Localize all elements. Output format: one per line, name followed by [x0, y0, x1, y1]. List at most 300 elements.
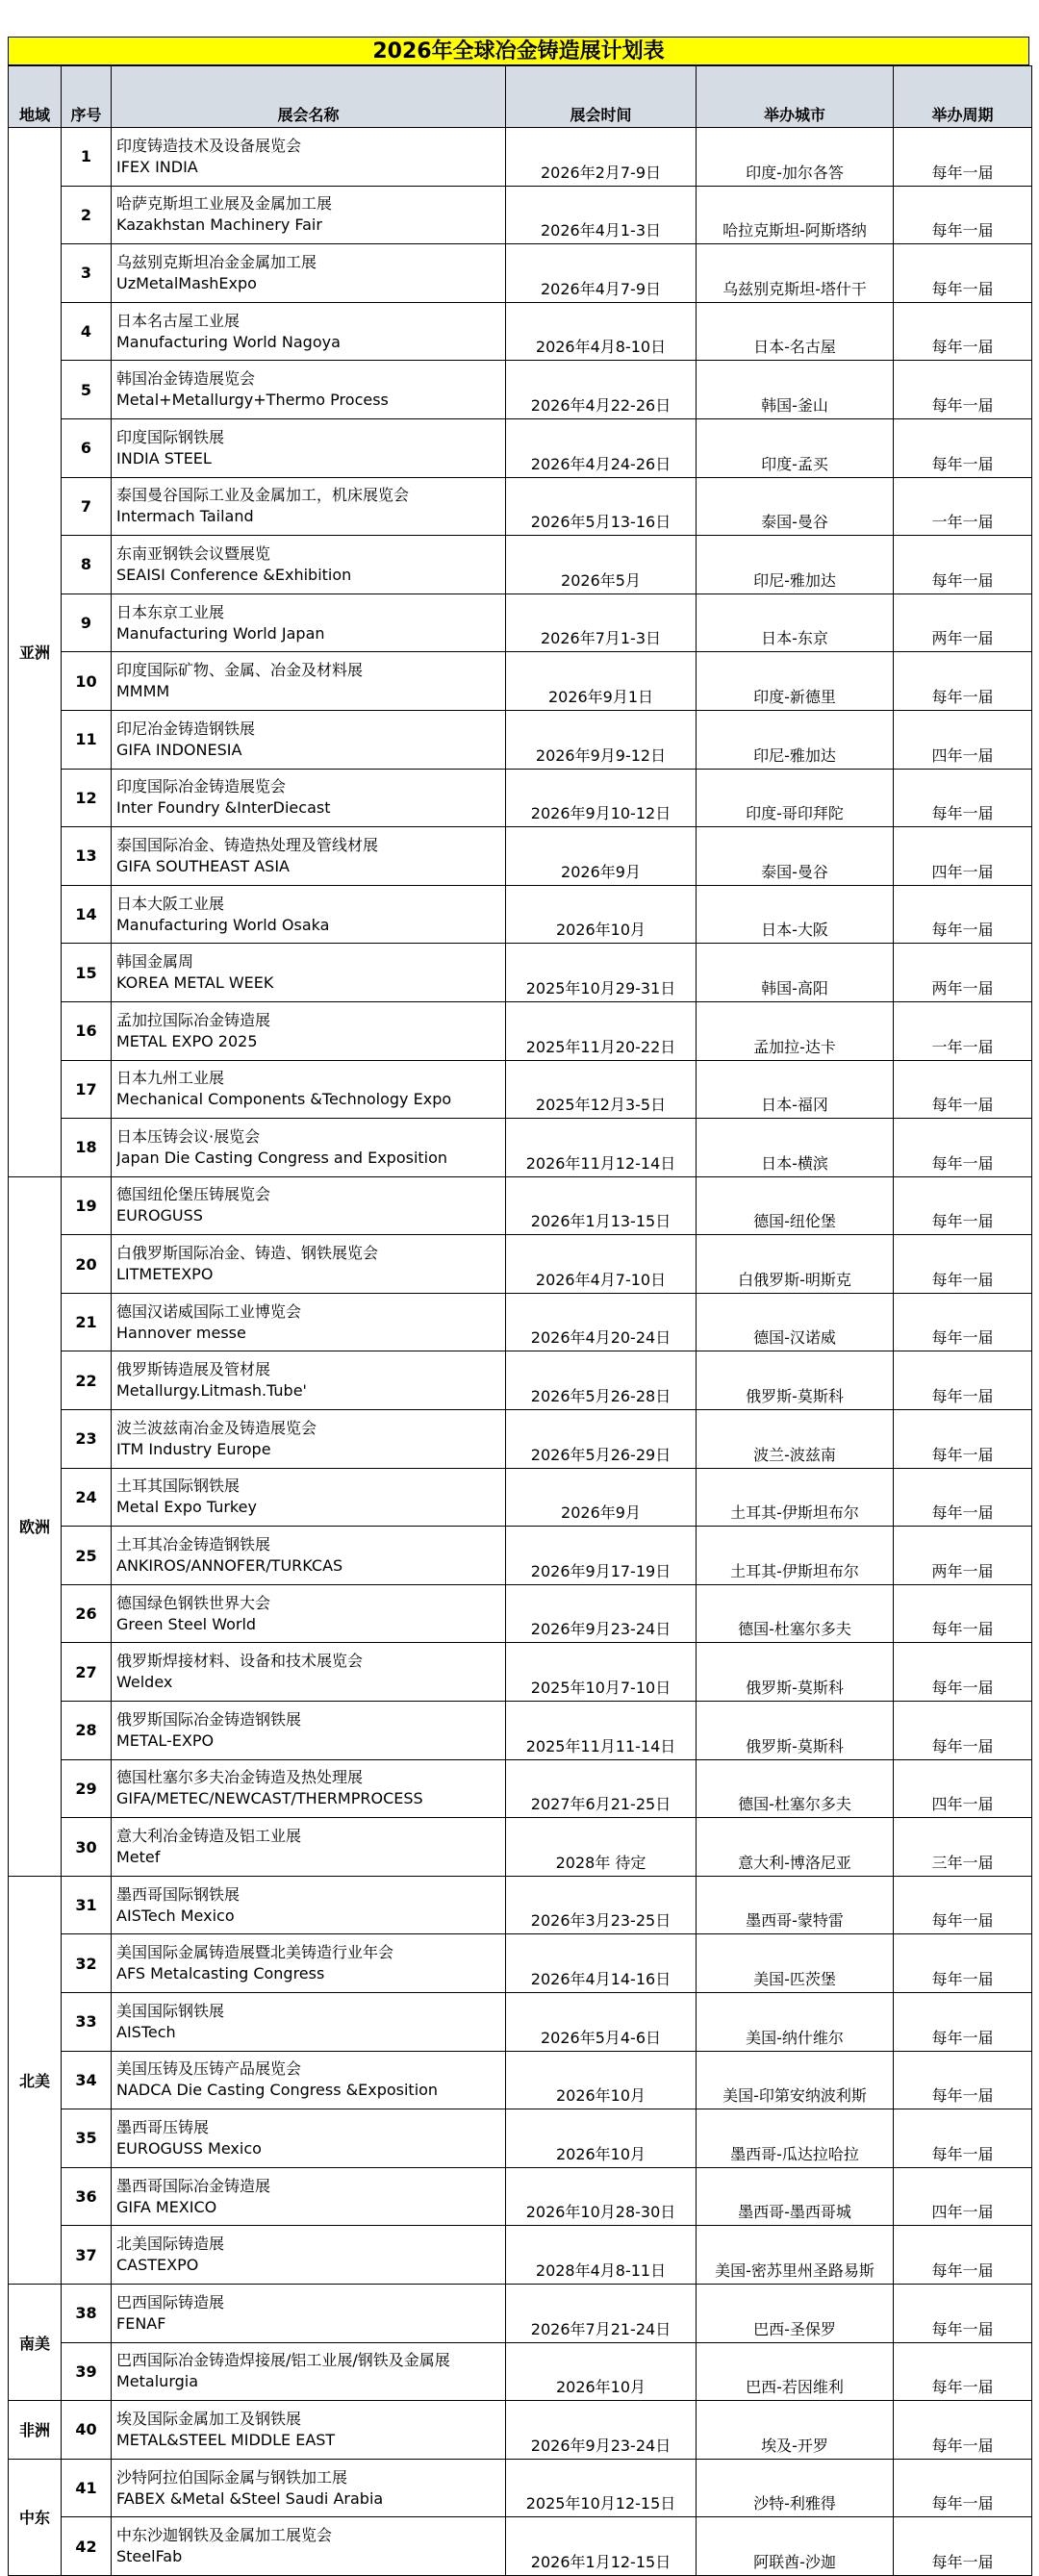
table-row — [9, 1119, 1032, 1177]
host-city-cell: 墨西哥-墨西哥城 — [697, 2167, 894, 2226]
exhibition-name-cell — [112, 1702, 506, 1760]
exhibition-name-cell — [112, 1584, 506, 1643]
table-row — [9, 1702, 1032, 1760]
seq-cell: 3 — [62, 244, 112, 303]
table-row — [9, 944, 1032, 1002]
table-row — [9, 2459, 1032, 2517]
exhibition-name-cell — [112, 2517, 506, 2576]
table-row — [9, 1235, 1032, 1294]
frequency-cell: 两年一届 — [894, 593, 1032, 652]
table-row — [9, 652, 1032, 711]
exhibition-name-cell — [112, 2051, 506, 2109]
host-city-cell: 阿联酋-沙迦 — [697, 2517, 894, 2576]
exhibition-date-cell: 2025年10月7-10日 — [506, 1643, 697, 1702]
exhibition-date-cell: 2026年7月21-24日 — [506, 2284, 697, 2342]
frequency-cell: 一年一届 — [894, 477, 1032, 536]
frequency-cell: 每年一届 — [894, 186, 1032, 244]
frequency-cell: 每年一届 — [894, 1351, 1032, 1410]
exhibition-name-en: Manufacturing World Nagoya — [116, 332, 341, 351]
exhibition-name-en: METAL-EXPO — [116, 1730, 215, 1750]
frequency-cell: 每年一届 — [894, 1584, 1032, 1643]
seq-cell: 10 — [62, 652, 112, 711]
exhibition-name-cn: 印度铸造技术及设备展览会 — [116, 136, 302, 155]
exhibition-date-cell: 2026年4月14-16日 — [506, 1934, 697, 1993]
table-row — [9, 1876, 1032, 1934]
seq-cell: 24 — [62, 1468, 112, 1527]
seq-cell: 9 — [62, 593, 112, 652]
exhibition-date-cell: 2026年10月 — [506, 885, 697, 944]
exhibition-name-cn: 日本大阪工业展 — [116, 894, 225, 913]
region-cell: 亚洲 — [9, 128, 62, 1177]
table-row — [9, 593, 1032, 652]
exhibition-name-cell — [112, 944, 506, 1002]
exhibition-name-en: FENAF — [116, 2313, 166, 2333]
exhibition-date-cell: 2026年9月9-12日 — [506, 710, 697, 769]
exhibition-name-en: GIFA SOUTHEAST ASIA — [116, 856, 290, 875]
host-city-cell: 沙特-利雅得 — [697, 2459, 894, 2517]
exhibition-name-cell — [112, 885, 506, 944]
exhibition-name-cell — [112, 1876, 506, 1934]
host-city-cell: 孟加拉-达卡 — [697, 1001, 894, 1060]
exhibition-name-en: Metallurgy.Litmash.Tube' — [116, 1381, 307, 1401]
exhibition-name-cn: 韩国金属周 — [116, 952, 194, 972]
region-cell: 非洲 — [9, 2401, 62, 2460]
seq-cell: 33 — [62, 1993, 112, 2052]
seq-cell: 8 — [62, 536, 112, 594]
host-city-cell: 墨西哥-瓜达拉哈拉 — [697, 2109, 894, 2168]
header-cycle: 举办周期 — [894, 66, 1032, 128]
exhibition-name-cell — [112, 1993, 506, 2052]
seq-cell: 36 — [62, 2167, 112, 2226]
exhibition-date-cell: 2026年5月26-28日 — [506, 1351, 697, 1410]
exhibition-name-cn: 德国绿色钢铁世界大会 — [116, 1593, 271, 1612]
exhibition-date-cell: 2026年5月26-29日 — [506, 1410, 697, 1469]
exhibition-name-cn: 北美国际铸造展 — [116, 2235, 225, 2254]
exhibition-name-cn: 韩国冶金铸造展览会 — [116, 369, 256, 389]
host-city-cell: 印度-孟买 — [697, 418, 894, 477]
exhibition-date-cell: 2026年3月23-25日 — [506, 1876, 697, 1934]
frequency-cell: 每年一届 — [894, 418, 1032, 477]
exhibition-name-en: ITM Industry Europe — [116, 1439, 271, 1458]
exhibition-name-en: ANKIROS/ANNOFER/TURKCAS — [116, 1556, 343, 1576]
frequency-cell: 两年一届 — [894, 1527, 1032, 1585]
exhibition-name-cn: 俄罗斯焊接材料、设备和技术展览会 — [116, 1652, 364, 1671]
exhibition-name-cn: 沙特阿拉伯国际金属与钢铁加工展 — [116, 2467, 348, 2487]
exhibition-date-cell: 2026年9月17-19日 — [506, 1527, 697, 1585]
exhibition-name-cell — [112, 827, 506, 886]
exhibition-name-cell — [112, 477, 506, 536]
seq-cell: 6 — [62, 418, 112, 477]
exhibition-name-cell — [112, 1643, 506, 1702]
seq-cell: 4 — [62, 302, 112, 361]
seq-cell: 23 — [62, 1410, 112, 1469]
exhibition-name-cell — [112, 361, 506, 419]
exhibition-name-cell — [112, 1818, 506, 1877]
exhibition-name-cell — [112, 2167, 506, 2226]
seq-cell: 34 — [62, 2051, 112, 2109]
seq-cell: 19 — [62, 1176, 112, 1235]
table-row — [9, 1176, 1032, 1235]
frequency-cell: 每年一届 — [894, 302, 1032, 361]
frequency-cell: 每年一届 — [894, 1235, 1032, 1294]
exhibition-name-cn: 巴西国际冶金铸造焊接展/铝工业展/钢铁及金属展 — [116, 2351, 450, 2370]
exhibition-schedule-table — [8, 65, 1032, 2576]
exhibition-name-en: Inter Foundry &InterDiecast — [116, 798, 331, 818]
exhibition-date-cell: 2026年4月8-10日 — [506, 302, 697, 361]
exhibition-name-cell — [112, 593, 506, 652]
exhibition-name-cn: 印度国际钢铁展 — [116, 427, 225, 446]
region-cell: 南美 — [9, 2284, 62, 2400]
table-row — [9, 1993, 1032, 2052]
exhibition-name-cn: 美国国际金属铸造展暨北美铸造行业年会 — [116, 1943, 394, 1962]
seq-cell: 7 — [62, 477, 112, 536]
seq-cell: 22 — [62, 1351, 112, 1410]
exhibition-name-en: Kazakhstan Machinery Fair — [116, 215, 322, 235]
header-seq: 序号 — [62, 66, 112, 128]
seq-cell: 2 — [62, 186, 112, 244]
header-name: 展会名称 — [112, 66, 506, 128]
exhibition-date-cell: 2026年1月12-15日 — [506, 2517, 697, 2576]
exhibition-date-cell: 2026年2月7-9日 — [506, 128, 697, 187]
exhibition-name-cell — [112, 186, 506, 244]
table-row — [9, 2051, 1032, 2109]
exhibition-name-en: GIFA MEXICO — [116, 2197, 217, 2216]
table-row — [9, 418, 1032, 477]
table-row — [9, 244, 1032, 303]
exhibition-name-cell — [112, 1759, 506, 1818]
exhibition-date-cell: 2026年9月23-24日 — [506, 2401, 697, 2460]
exhibition-name-en: Mechanical Components &Technology Expo — [116, 1090, 452, 1109]
frequency-cell: 每年一届 — [894, 769, 1032, 827]
exhibition-name-cn: 东南亚钢铁会议暨展览 — [116, 543, 271, 563]
host-city-cell: 巴西-圣保罗 — [697, 2284, 894, 2342]
exhibition-name-cn: 德国杜塞尔多夫冶金铸造及热处理展 — [116, 1768, 364, 1787]
host-city-cell: 土耳其-伊斯坦布尔 — [697, 1468, 894, 1527]
host-city-cell: 意大利-博洛尼亚 — [697, 1818, 894, 1877]
exhibition-name-cn: 印度国际矿物、金属、冶金及材料展 — [116, 661, 364, 680]
host-city-cell: 泰国-曼谷 — [697, 477, 894, 536]
frequency-cell: 一年一届 — [894, 1001, 1032, 1060]
frequency-cell: 每年一届 — [894, 2459, 1032, 2517]
exhibition-name-cn: 意大利冶金铸造及铝工业展 — [116, 1827, 302, 1846]
exhibition-name-en: METAL EXPO 2025 — [116, 1031, 258, 1050]
host-city-cell: 印度-哥印拜陀 — [697, 769, 894, 827]
host-city-cell: 日本-名古屋 — [697, 302, 894, 361]
table-row — [9, 1001, 1032, 1060]
exhibition-name-cn: 泰国曼谷国际工业及金属加工，机床展览会 — [116, 486, 410, 505]
exhibition-date-cell: 2026年7月1-3日 — [506, 593, 697, 652]
exhibition-date-cell: 2026年9月1日 — [506, 652, 697, 711]
exhibition-date-cell: 2026年4月22-26日 — [506, 361, 697, 419]
exhibition-name-en: Metal+Metallurgy+Thermo Process — [116, 391, 389, 410]
exhibition-name-cell — [112, 1060, 506, 1119]
frequency-cell: 每年一届 — [894, 244, 1032, 303]
exhibition-name-cell — [112, 2284, 506, 2342]
exhibition-name-en: NADCA Die Casting Congress &Exposition — [116, 2081, 439, 2100]
frequency-cell: 每年一届 — [894, 1993, 1032, 2052]
host-city-cell: 泰国-曼谷 — [697, 827, 894, 886]
exhibition-date-cell: 2026年9月23-24日 — [506, 1584, 697, 1643]
exhibition-name-cell — [112, 244, 506, 303]
exhibition-name-cn: 波兰波兹南冶金及铸造展览会 — [116, 1418, 317, 1437]
exhibition-name-cell — [112, 2342, 506, 2401]
exhibition-date-cell: 2025年11月11-14日 — [506, 1702, 697, 1760]
exhibition-name-en: GIFA/METEC/NEWCAST/THERMPROCESS — [116, 1789, 423, 1808]
frequency-cell: 四年一届 — [894, 827, 1032, 886]
exhibition-name-cn: 孟加拉国际冶金铸造展 — [116, 1010, 271, 1029]
host-city-cell: 印度-加尔各答 — [697, 128, 894, 187]
exhibition-date-cell: 2026年10月28-30日 — [506, 2167, 697, 2226]
frequency-cell: 四年一届 — [894, 1759, 1032, 1818]
exhibition-name-en: EUROGUSS — [116, 1206, 203, 1225]
exhibition-name-en: AISTech — [116, 2022, 176, 2041]
exhibition-name-cn: 墨西哥压铸展 — [116, 2117, 210, 2136]
exhibition-name-cn: 乌兹别克斯坦冶金金属加工展 — [116, 252, 317, 271]
frequency-cell: 每年一届 — [894, 1643, 1032, 1702]
host-city-cell: 韩国-高阳 — [697, 944, 894, 1002]
exhibition-name-cn: 印度国际冶金铸造展览会 — [116, 777, 287, 796]
host-city-cell: 日本-横滨 — [697, 1119, 894, 1177]
seq-cell: 1 — [62, 128, 112, 187]
exhibition-name-en: MMMM — [116, 682, 170, 701]
table-row — [9, 2342, 1032, 2401]
host-city-cell: 白俄罗斯-明斯克 — [697, 1235, 894, 1294]
region-cell: 欧洲 — [9, 1176, 62, 1876]
host-city-cell: 日本-东京 — [697, 593, 894, 652]
frequency-cell: 每年一届 — [894, 1410, 1032, 1469]
exhibition-name-cn: 中东沙迦钢铁及金属加工展览会 — [116, 2526, 333, 2545]
exhibition-date-cell: 2026年4月1-3日 — [506, 186, 697, 244]
seq-cell: 12 — [62, 769, 112, 827]
seq-cell: 37 — [62, 2226, 112, 2285]
exhibition-name-cn: 日本九州工业展 — [116, 1069, 225, 1088]
exhibition-name-cell — [112, 1351, 506, 1410]
host-city-cell: 德国-杜塞尔多夫 — [697, 1584, 894, 1643]
frequency-cell: 每年一届 — [894, 2401, 1032, 2460]
exhibition-date-cell: 2026年4月7-9日 — [506, 244, 697, 303]
frequency-cell: 每年一届 — [894, 361, 1032, 419]
header-row — [9, 66, 1032, 128]
exhibition-name-en: SteelFab — [116, 2547, 183, 2566]
exhibition-name-cn: 日本东京工业展 — [116, 602, 225, 621]
exhibition-name-cell — [112, 710, 506, 769]
exhibition-name-cn: 土耳其冶金铸造钢铁展 — [116, 1535, 271, 1554]
frequency-cell: 两年一届 — [894, 944, 1032, 1002]
exhibition-name-cn: 墨西哥国际钢铁展 — [116, 1884, 241, 1904]
table-row — [9, 2226, 1032, 2285]
seq-cell: 25 — [62, 1527, 112, 1585]
exhibition-name-cell — [112, 2109, 506, 2168]
table-row — [9, 1351, 1032, 1410]
seq-cell: 27 — [62, 1643, 112, 1702]
region-cell: 中东 — [9, 2459, 62, 2575]
table-row — [9, 1818, 1032, 1877]
exhibition-name-cell — [112, 418, 506, 477]
exhibition-name-cn: 哈萨克斯坦工业展及金属加工展 — [116, 194, 333, 214]
exhibition-name-en: Hannover messe — [116, 1323, 246, 1342]
host-city-cell: 韩国-釜山 — [697, 361, 894, 419]
table-row — [9, 186, 1032, 244]
table-row — [9, 302, 1032, 361]
frequency-cell: 每年一届 — [894, 1934, 1032, 1993]
exhibition-date-cell: 2026年5月 — [506, 536, 697, 594]
table-row — [9, 2517, 1032, 2576]
exhibition-name-en: KOREA METAL WEEK — [116, 973, 274, 993]
exhibition-date-cell: 2026年1月13-15日 — [506, 1176, 697, 1235]
host-city-cell: 美国-匹茨堡 — [697, 1934, 894, 1993]
host-city-cell: 哈拉克斯坦-阿斯塔纳 — [697, 186, 894, 244]
seq-cell: 21 — [62, 1293, 112, 1351]
frequency-cell: 每年一届 — [894, 128, 1032, 187]
table-row — [9, 1527, 1032, 1585]
seq-cell: 11 — [62, 710, 112, 769]
exhibition-date-cell: 2026年10月 — [506, 2051, 697, 2109]
exhibition-name-cell — [112, 2226, 506, 2285]
host-city-cell: 德国-杜塞尔多夫 — [697, 1759, 894, 1818]
host-city-cell: 巴西-若因维利 — [697, 2342, 894, 2401]
exhibition-name-cell — [112, 1176, 506, 1235]
exhibition-date-cell: 2026年4月24-26日 — [506, 418, 697, 477]
frequency-cell: 每年一届 — [894, 2517, 1032, 2576]
seq-cell: 42 — [62, 2517, 112, 2576]
seq-cell: 39 — [62, 2342, 112, 2401]
table-row — [9, 2284, 1032, 2342]
host-city-cell: 德国-纽伦堡 — [697, 1176, 894, 1235]
exhibition-date-cell: 2026年9月 — [506, 827, 697, 886]
exhibition-name-cell — [112, 1410, 506, 1469]
exhibition-name-en: AISTech Mexico — [116, 1906, 235, 1925]
seq-cell: 18 — [62, 1119, 112, 1177]
exhibition-name-cn: 俄罗斯铸造展及管材展 — [116, 1360, 271, 1379]
frequency-cell: 每年一届 — [894, 2109, 1032, 2168]
frequency-cell: 四年一届 — [894, 710, 1032, 769]
seq-cell: 16 — [62, 1001, 112, 1060]
frequency-cell: 每年一届 — [894, 2051, 1032, 2109]
exhibition-name-cn: 美国压铸及压铸产品展览会 — [116, 2059, 302, 2079]
exhibition-name-cell — [112, 1934, 506, 1993]
exhibition-name-en: METAL&STEEL MIDDLE EAST — [116, 2430, 336, 2449]
host-city-cell: 德国-汉诺威 — [697, 1293, 894, 1351]
seq-cell: 32 — [62, 1934, 112, 1993]
host-city-cell: 印度-新德里 — [697, 652, 894, 711]
exhibition-name-cn: 白俄罗斯国际冶金、铸造、钢铁展览会 — [116, 1244, 379, 1263]
exhibition-name-cn: 埃及国际金属加工及钢铁展 — [116, 2409, 302, 2428]
header-date: 展会时间 — [506, 66, 697, 128]
frequency-cell: 每年一届 — [894, 1702, 1032, 1760]
host-city-cell: 波兰-波兹南 — [697, 1410, 894, 1469]
exhibition-name-cell — [112, 128, 506, 187]
seq-cell: 28 — [62, 1702, 112, 1760]
table-row — [9, 477, 1032, 536]
exhibition-date-cell: 2026年5月13-16日 — [506, 477, 697, 536]
table-row — [9, 361, 1032, 419]
seq-cell: 38 — [62, 2284, 112, 2342]
seq-cell: 26 — [62, 1584, 112, 1643]
host-city-cell: 墨西哥-蒙特雷 — [697, 1876, 894, 1934]
exhibition-name-cn: 日本压铸会议·展览会 — [116, 1126, 261, 1146]
host-city-cell: 埃及-开罗 — [697, 2401, 894, 2460]
seq-cell: 15 — [62, 944, 112, 1002]
seq-cell: 41 — [62, 2459, 112, 2517]
exhibition-name-en: Metalurgia — [116, 2372, 199, 2391]
exhibition-name-en: GIFA INDONESIA — [116, 740, 242, 759]
exhibition-name-en: INDIA STEEL — [116, 448, 212, 467]
host-city-cell: 俄罗斯-莫斯科 — [697, 1702, 894, 1760]
exhibition-name-cell — [112, 769, 506, 827]
exhibition-name-cell — [112, 536, 506, 594]
host-city-cell: 俄罗斯-莫斯科 — [697, 1643, 894, 1702]
header-city: 举办城市 — [697, 66, 894, 128]
seq-cell: 13 — [62, 827, 112, 886]
frequency-cell: 每年一届 — [894, 1293, 1032, 1351]
exhibition-name-cell — [112, 1468, 506, 1527]
host-city-cell: 美国-纳什维尔 — [697, 1993, 894, 2052]
exhibition-name-en: Manufacturing World Japan — [116, 623, 325, 643]
frequency-cell: 四年一届 — [894, 2167, 1032, 2226]
frequency-cell: 每年一届 — [894, 536, 1032, 594]
table-row — [9, 2109, 1032, 2168]
table-row — [9, 1759, 1032, 1818]
exhibition-date-cell: 2026年9月10-12日 — [506, 769, 697, 827]
host-city-cell: 日本-福冈 — [697, 1060, 894, 1119]
table-row — [9, 710, 1032, 769]
table-row — [9, 1584, 1032, 1643]
exhibition-name-cell — [112, 1001, 506, 1060]
frequency-cell: 每年一届 — [894, 1119, 1032, 1177]
exhibition-date-cell: 2026年10月 — [506, 2109, 697, 2168]
exhibition-date-cell: 2026年5月4-6日 — [506, 1993, 697, 2052]
exhibition-name-en: Metef — [116, 1848, 161, 1867]
region-cell: 北美 — [9, 1876, 62, 2284]
exhibition-name-en: FABEX &Metal &Steel Saudi Arabia — [116, 2488, 384, 2508]
frequency-cell: 每年一届 — [894, 1876, 1032, 1934]
exhibition-date-cell: 2025年10月29-31日 — [506, 944, 697, 1002]
exhibition-date-cell: 2028年4月8-11日 — [506, 2226, 697, 2285]
frequency-cell: 每年一届 — [894, 885, 1032, 944]
exhibition-date-cell: 2026年11月12-14日 — [506, 1119, 697, 1177]
table-row — [9, 1293, 1032, 1351]
seq-cell: 29 — [62, 1759, 112, 1818]
exhibition-name-en: SEAISI Conference &Exhibition — [116, 565, 352, 584]
seq-cell: 31 — [62, 1876, 112, 1934]
seq-cell: 17 — [62, 1060, 112, 1119]
exhibition-date-cell: 2025年11月20-22日 — [506, 1001, 697, 1060]
exhibition-name-cn: 美国国际钢铁展 — [116, 2001, 225, 2020]
exhibition-name-en: UzMetalMashExpo — [116, 273, 257, 292]
exhibition-name-cn: 德国纽伦堡压铸展览会 — [116, 1185, 271, 1204]
exhibition-name-en: AFS Metalcasting Congress — [116, 1964, 325, 1983]
host-city-cell: 乌兹别克斯坦-塔什干 — [697, 244, 894, 303]
table-row — [9, 128, 1032, 187]
frequency-cell: 每年一届 — [894, 652, 1032, 711]
exhibition-date-cell: 2025年12月3-5日 — [506, 1060, 697, 1119]
exhibition-date-cell: 2025年10月12-15日 — [506, 2459, 697, 2517]
exhibition-date-cell: 2028年 待定 — [506, 1818, 697, 1877]
host-city-cell: 美国-密苏里州圣路易斯 — [697, 2226, 894, 2285]
exhibition-name-en: Japan Die Casting Congress and Exposition — [116, 1148, 448, 1167]
table-row — [9, 1468, 1032, 1527]
table-row — [9, 769, 1032, 827]
table-row — [9, 536, 1032, 594]
frequency-cell: 每年一届 — [894, 1468, 1032, 1527]
table-row — [9, 2167, 1032, 2226]
exhibition-name-en: IFEX INDIA — [116, 157, 198, 176]
table-row — [9, 1934, 1032, 1993]
table-row — [9, 1410, 1032, 1469]
host-city-cell: 印尼-雅加达 — [697, 710, 894, 769]
exhibition-name-cn: 土耳其国际钢铁展 — [116, 1477, 241, 1496]
frequency-cell: 每年一届 — [894, 1176, 1032, 1235]
